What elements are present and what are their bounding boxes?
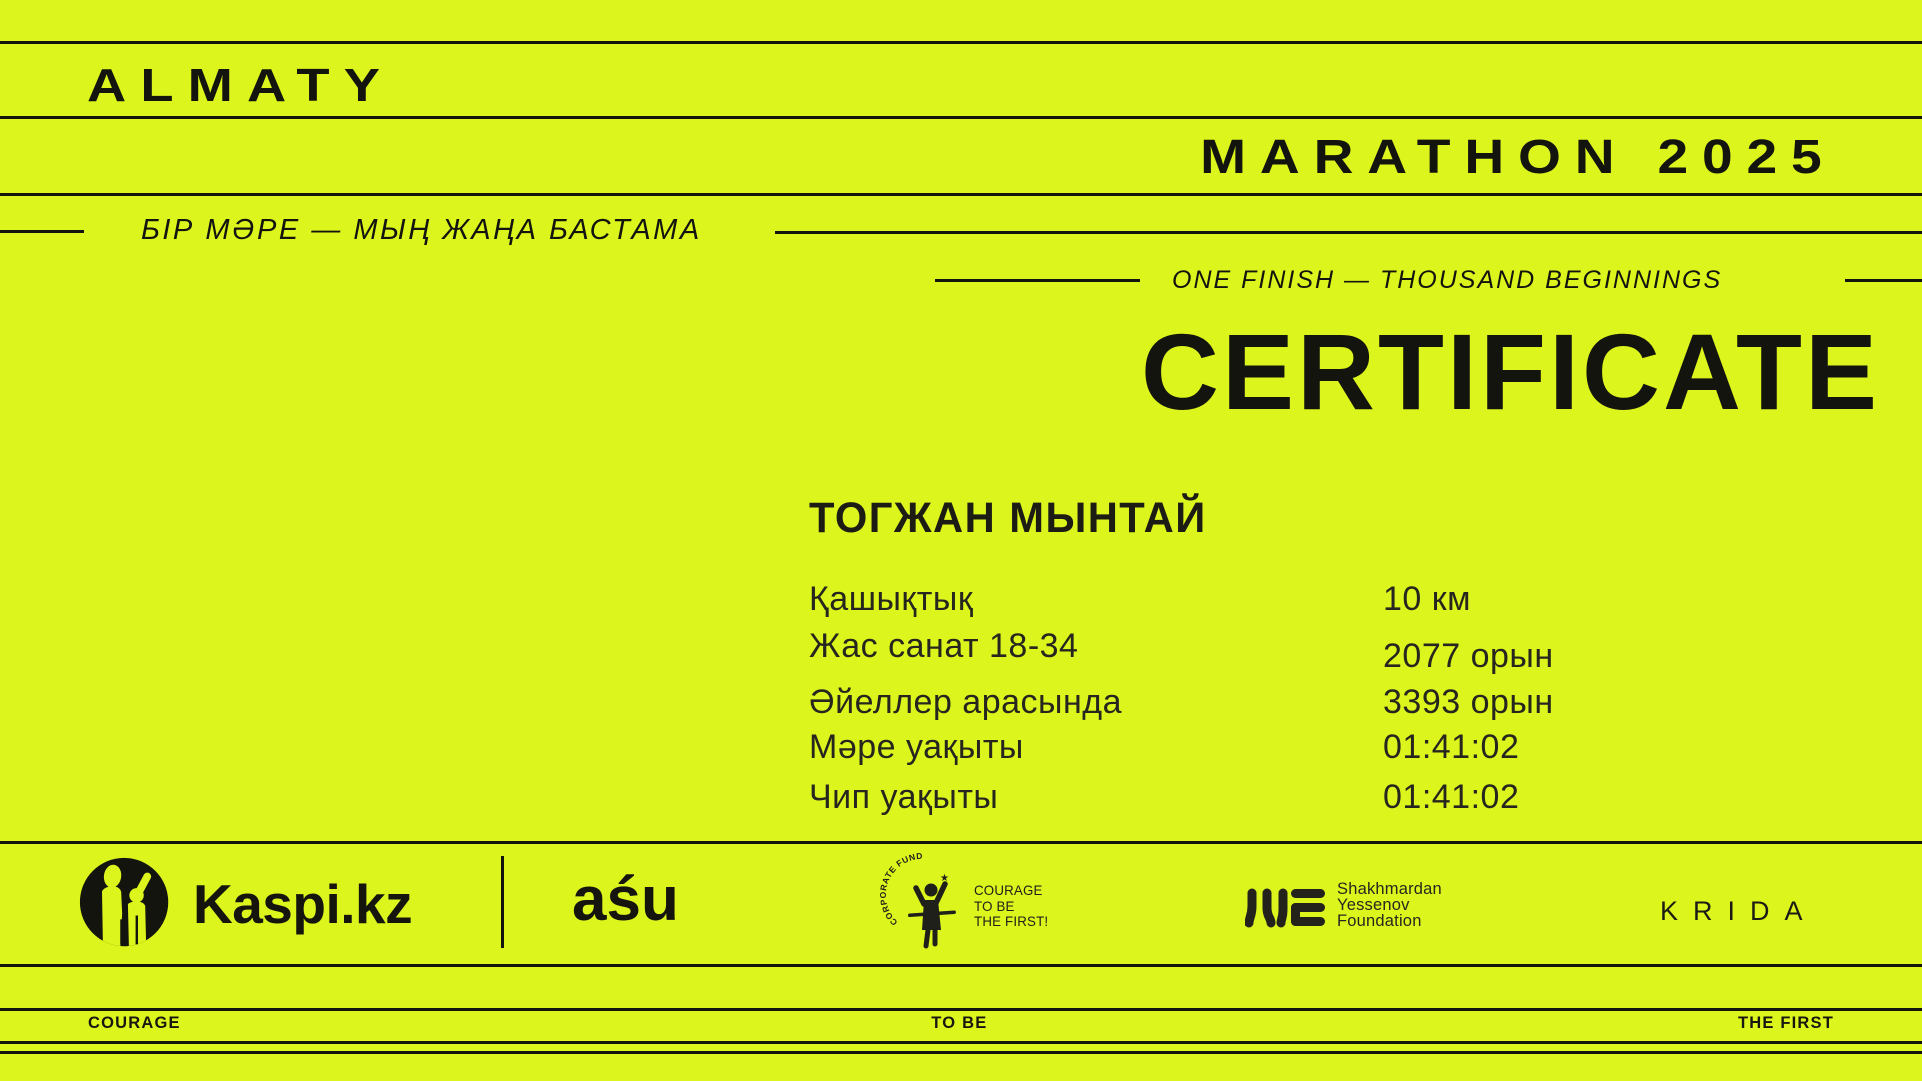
yessenov-foundation-name <box>1337 881 1442 929</box>
city-title: ALMATY <box>87 59 395 111</box>
horizontal-rule <box>0 1008 1922 1011</box>
motto-line: THE FIRST! <box>974 913 1049 929</box>
result-row <box>809 778 1520 817</box>
result-row <box>809 580 1472 619</box>
foundation-line: Yessenov <box>1337 896 1410 914</box>
bottom-motto-center: TO BE <box>931 1014 988 1032</box>
kaspi-logo-icon <box>78 856 174 952</box>
foundation-line: Shakhmardan <box>1337 880 1442 898</box>
result-label: Чип уақыты <box>809 778 999 816</box>
sponsor-divider <box>501 856 504 948</box>
slogan-rule-right <box>775 231 1922 234</box>
certificate-title: CERTIFICATE <box>1141 311 1880 432</box>
result-value: 01:41:02 <box>1383 778 1520 816</box>
yessenov-foundation-icon <box>1245 888 1327 928</box>
star-icon: ★ <box>940 873 949 884</box>
result-label: Жас санат 18-34 <box>809 627 1079 665</box>
en-slogan-dash-right <box>1845 279 1922 282</box>
result-label: Әйеллер арасында <box>809 683 1122 721</box>
horizontal-rule <box>0 1041 1922 1044</box>
horizontal-rule <box>0 41 1922 44</box>
result-value: 2077 орын <box>1383 637 1554 675</box>
horizontal-rule <box>0 116 1922 119</box>
bottom-motto-row <box>0 1014 1922 1033</box>
slogan-english: ONE FINISH — THOUSAND BEGINNINGS <box>1172 266 1723 294</box>
slogan-dash-left <box>0 230 84 233</box>
motto-line: COURAGE <box>974 882 1043 898</box>
slogan-kazakh: БІР МӘРЕ — МЫҢ ЖАҢА БАСТАМА <box>141 214 702 246</box>
kaspi-wordmark: Kaspi.kz <box>193 873 413 935</box>
horizontal-rule <box>0 1051 1922 1054</box>
corporate-fund-arc-text: CORPORATE FUND <box>877 850 924 928</box>
corporate-fund-motto <box>974 883 1048 930</box>
event-title: MARATHON 2025 <box>1200 131 1836 184</box>
result-row <box>809 627 1554 675</box>
result-row <box>809 728 1520 767</box>
asu-logo: aśu <box>572 865 679 934</box>
result-value: 10 км <box>1383 580 1472 618</box>
bottom-motto-right: THE FIRST <box>1737 1014 1834 1032</box>
motto-line: TO BE <box>974 897 1015 914</box>
krida-logo: KRIDA <box>1660 896 1818 926</box>
result-row <box>809 683 1554 722</box>
result-label: Қашықтық <box>809 580 974 618</box>
result-label: Мәре уақыты <box>809 728 1024 766</box>
horizontal-rule <box>0 193 1922 196</box>
result-value: 3393 орын <box>1383 683 1554 721</box>
en-slogan-dash-left <box>935 279 1140 282</box>
horizontal-rule <box>0 964 1922 967</box>
result-value: 01:41:02 <box>1383 728 1520 766</box>
horizontal-rule <box>0 841 1922 844</box>
bottom-motto-left: COURAGE <box>88 1014 181 1032</box>
foundation-line: Foundation <box>1337 912 1422 930</box>
participant-name: ТОГЖАН МЫНТАЙ <box>809 494 1207 542</box>
corporate-fund-runner-icon <box>877 850 970 952</box>
